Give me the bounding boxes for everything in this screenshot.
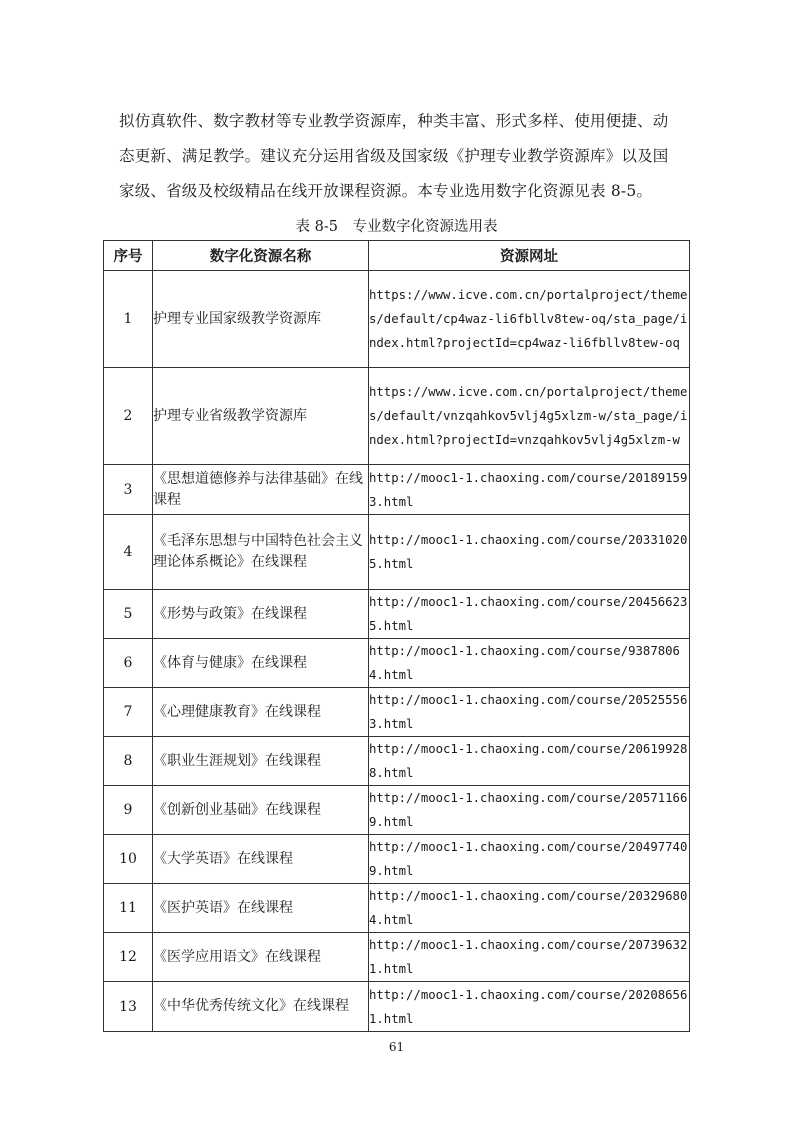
table-row [104, 786, 690, 835]
table-header-row [104, 241, 690, 271]
row-number: 7 [104, 688, 153, 737]
resource-url[interactable]: http://mooc1-1.chaoxing.com/course/201891593.html [369, 465, 690, 515]
table-row [104, 688, 690, 737]
row-number: 12 [104, 933, 153, 982]
table-row [104, 737, 690, 786]
resource-name: 《创新创业基础》在线课程 [153, 786, 369, 835]
resource-name: 护理专业国家级教学资源库 [153, 271, 369, 368]
resource-url[interactable]: http://mooc1-1.chaoxing.com/course/204977409.html [369, 835, 690, 884]
table-row [104, 271, 690, 368]
table-row [104, 639, 690, 688]
resource-url[interactable]: http://mooc1-1.chaoxing.com/course/203296804.html [369, 884, 690, 933]
resource-name: 《形势与政策》在线课程 [153, 590, 369, 639]
resource-name: 《体育与健康》在线课程 [153, 639, 369, 688]
resource-url[interactable]: http://mooc1-1.chaoxing.com/course/205711669.html [369, 786, 690, 835]
table-row [104, 933, 690, 982]
row-number: 8 [104, 737, 153, 786]
resource-url[interactable]: http://mooc1-1.chaoxing.com/course/204566235.html [369, 590, 690, 639]
resource-name: 护理专业省级教学资源库 [153, 368, 369, 465]
table-row [104, 884, 690, 933]
body-paragraph: 拟仿真软件、数字教材等专业教学资源库，种类丰富、形式多样、使用便捷、动态更新、满足教学。建议充分运用省级及国家级《护理专业教学资源库》以及国家级、省级及校级精品在线开放课程资源。本专业选用数字化资源见表 8-5。 [119, 112, 669, 200]
header-name: 数字化资源名称 [153, 241, 369, 271]
row-number: 2 [104, 368, 153, 465]
resource-url[interactable]: http://mooc1-1.chaoxing.com/course/203310205.html [369, 515, 690, 590]
table-row [104, 835, 690, 884]
row-number: 1 [104, 271, 153, 368]
table-row [104, 982, 690, 1032]
resource-name: 《毛泽东思想与中国特色社会主义理论体系概论》在线课程 [153, 515, 369, 590]
resource-name: 《职业生涯规划》在线课程 [153, 737, 369, 786]
row-number: 11 [104, 884, 153, 933]
resource-name: 《大学英语》在线课程 [153, 835, 369, 884]
resource-url[interactable]: http://mooc1-1.chaoxing.com/course/202086561.html [369, 982, 690, 1032]
resource-url[interactable]: http://mooc1-1.chaoxing.com/course/206199288.html [369, 737, 690, 786]
table-row [104, 515, 690, 590]
resource-name: 《中华优秀传统文化》在线课程 [153, 982, 369, 1032]
row-number: 10 [104, 835, 153, 884]
row-number: 3 [104, 465, 153, 515]
resource-url[interactable]: http://mooc1-1.chaoxing.com/course/207396321.html [369, 933, 690, 982]
row-number: 13 [104, 982, 153, 1032]
resource-name: 《医学应用语文》在线课程 [153, 933, 369, 982]
table-row [104, 590, 690, 639]
header-no: 序号 [104, 241, 153, 271]
table-row [104, 465, 690, 515]
resource-name: 《思想道德修养与法律基础》在线课程 [153, 465, 369, 515]
resource-url[interactable]: https://www.icve.com.cn/portalproject/themes/default/vnzqahkov5vlj4g5xlzm-w/sta_page/index.html?projectId=vnzqahkov5vlj4g5xlzm-w [369, 368, 690, 465]
table-caption: 表 8-5 专业数字化资源选用表 [295, 219, 498, 235]
resource-url[interactable]: https://www.icve.com.cn/portalproject/themes/default/cp4waz-li6fbllv8tew-oq/sta_page/index.html?projectId=cp4waz-li6fbllv8tew-oq [369, 271, 690, 368]
resource-name: 《心理健康教育》在线课程 [153, 688, 369, 737]
row-number: 6 [104, 639, 153, 688]
row-number: 4 [104, 515, 153, 590]
table-row [104, 368, 690, 465]
resource-name: 《医护英语》在线课程 [153, 884, 369, 933]
digital-resources-table [103, 240, 690, 1032]
header-url: 资源网址 [369, 241, 690, 271]
resource-url[interactable]: http://mooc1-1.chaoxing.com/course/93878064.html [369, 639, 690, 688]
page-number: 61 [388, 1040, 405, 1054]
resource-url[interactable]: http://mooc1-1.chaoxing.com/course/205255563.html [369, 688, 690, 737]
row-number: 9 [104, 786, 153, 835]
row-number: 5 [104, 590, 153, 639]
